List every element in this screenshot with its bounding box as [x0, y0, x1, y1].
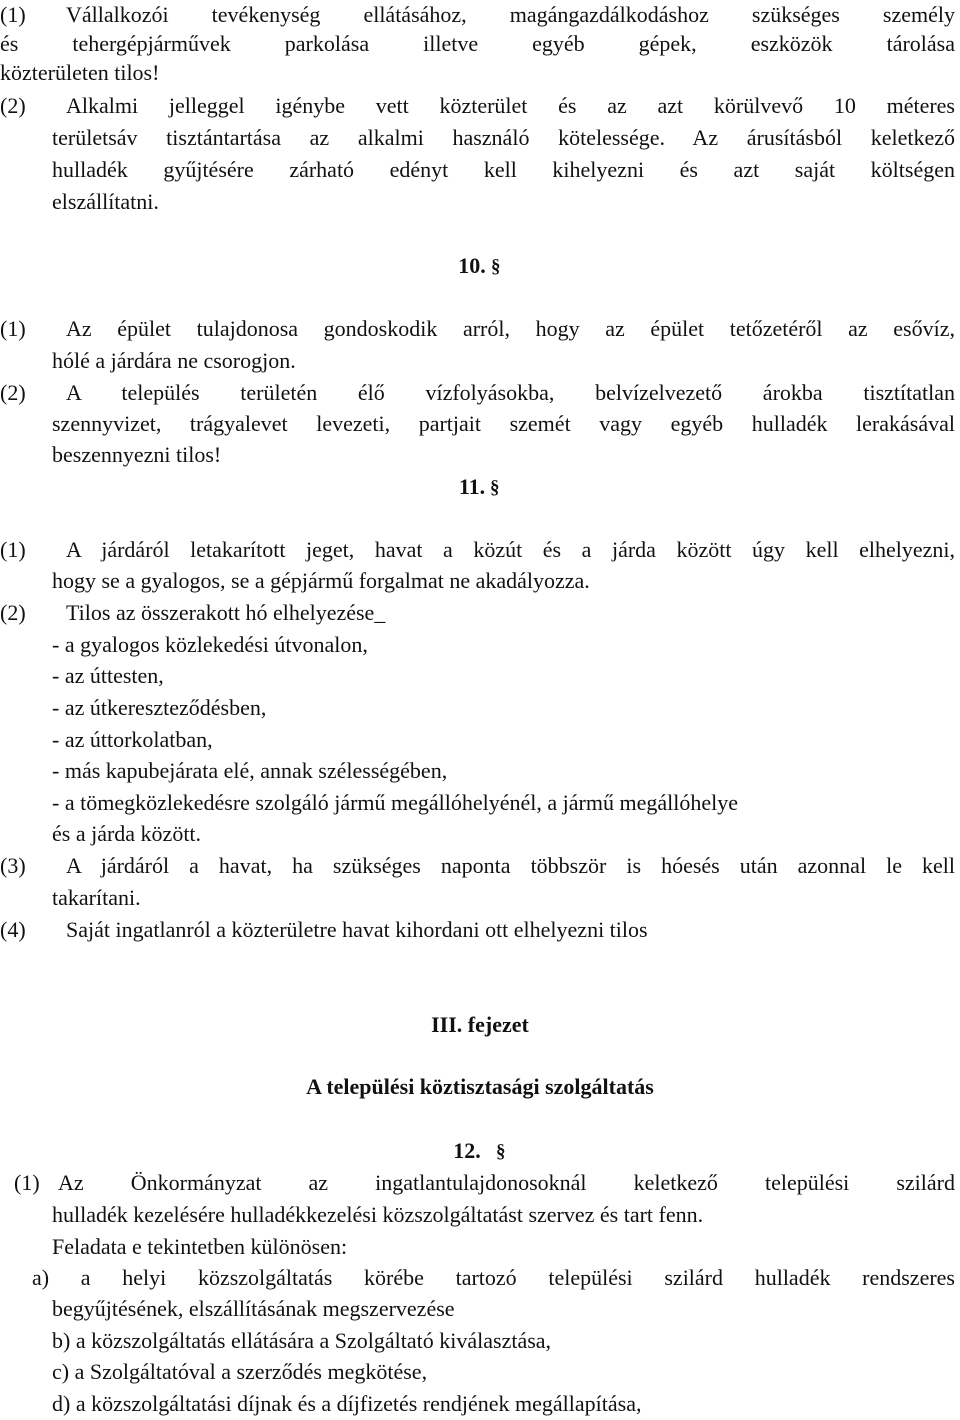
list-item: begyűjtésének, elszállításának megszervezése	[52, 1296, 455, 1321]
list-item: - a gyalogos közlekedési útvonalon,	[52, 632, 368, 657]
list-item: - az úttesten,	[52, 663, 164, 688]
section-heading: 12. §	[453, 1138, 506, 1163]
paragraph-number: (2)	[0, 380, 26, 405]
paragraph-line: takarítani.	[52, 885, 141, 910]
svg-text:§: §	[495, 1141, 506, 1161]
paragraph-number: (4)	[0, 917, 26, 942]
paragraph-number: (1)	[14, 1170, 40, 1195]
paragraph-line: (2) Tilos az összerakott hó elhelyezése_	[0, 598, 385, 628]
paragraph-line: hogy se a gyalogos, se a gépjármű forgalmat ne akadályozza.	[52, 568, 590, 593]
list-item: - a tömegközlekedésre szolgáló jármű megállóhelyénél, a jármű megállóhelye	[52, 790, 739, 815]
paragraph-line: szennyvizet, trágyalevet levezeti, partjait szemét vagy egyéb hulladék lerakásával	[52, 411, 955, 436]
paragraph-number: (1)	[0, 316, 26, 341]
paragraph-number: (3)	[0, 853, 26, 878]
section-sign-icon	[490, 256, 502, 276]
paragraph-line: (1) Az épület tulajdonosa gondoskodik arról, hogy az épület tetőzetéről az esővíz,	[0, 314, 955, 344]
paragraph-line: (1) Vállalkozói tevékenység ellátásához, magángazdálkodáshoz szükséges személy	[0, 0, 955, 30]
paragraph-line: (4) Saját ingatlanról a közterületre havat kihordani ott elhelyezni tilos	[0, 915, 648, 945]
paragraph-line: hólé a járdára ne csorogjon.	[52, 348, 296, 373]
section-sign-icon	[489, 477, 501, 497]
paragraph-line: hulladék gyűjtésére zárható edényt kell kihelyezni és azt saját költségen	[52, 157, 955, 182]
section-sign-icon	[495, 1141, 507, 1161]
chapter-title: III. fejezet	[431, 1012, 529, 1037]
list-item: b) a közszolgáltatás ellátására a Szolgáltató kiválasztása,	[52, 1328, 552, 1353]
list-item: - az úttorkolatban,	[52, 727, 213, 752]
list-item: és a járda között.	[52, 821, 202, 846]
paragraph-line: Feladata e tekintetben különösen:	[52, 1234, 348, 1259]
paragraph-line: (2) Alkalmi jelleggel igénybe vett közterület és az azt körülvevő 10 méteres	[0, 91, 955, 121]
chapter-subtitle: A települési köztisztasági szolgáltatás	[306, 1074, 654, 1099]
list-item: - más kapubejárata elé, annak szélességében,	[52, 758, 448, 783]
paragraph-number: (2)	[0, 600, 26, 625]
paragraph-line: területsáv tisztántartása az alkalmi használó kötelessége. Az árusításból keletkező	[52, 125, 955, 150]
paragraph-line: hulladék kezelésére hulladékkezelési közszolgáltatást szervez és tart fenn.	[52, 1202, 704, 1227]
list-item: d) a közszolgáltatási díjnak és a díjfizetés rendjének megállapítása,	[52, 1391, 642, 1416]
paragraph-line: beszennyezni tilos!	[52, 442, 222, 467]
section-heading: 11. §	[458, 474, 500, 499]
paragraph-line: (1) A járdáról letakarított jeget, havat a közút és a járda között úgy kell elhelyezni,	[0, 535, 955, 565]
paragraph-number: (1)	[0, 537, 26, 562]
paragraph-line: (3) A járdáról a havat, ha szükséges naponta többször is hóesés után azonnal le kell	[0, 851, 955, 881]
paragraph-line: (2) A település területén élő vízfolyásokba, belvízelvezető árokba tisztítatlan	[0, 378, 955, 408]
section-heading: 10. §	[458, 253, 501, 278]
list-item: a) a helyi közszolgáltatás körébe tartozó települési szilárd hulladék rendszeres	[32, 1265, 955, 1290]
list-item: c) a Szolgáltatóval a szerződés megkötése,	[52, 1359, 428, 1384]
paragraph-line: közterületen tilos!	[0, 60, 160, 85]
paragraph-number: (1)	[0, 2, 26, 27]
paragraph-line: elszállítatni.	[52, 189, 159, 214]
paragraph-number: (2)	[0, 93, 26, 118]
svg-text:§: §	[490, 477, 500, 497]
paragraph-line: és tehergépjárművek parkolása illetve egyéb gépek, eszközök tárolása	[0, 31, 955, 56]
svg-text:§: §	[490, 256, 501, 276]
paragraph-line: (1) Az Önkormányzat az ingatlantulajdonosoknál keletkező települési szilárd	[14, 1168, 955, 1198]
list-item: - az útkereszteződésben,	[52, 695, 267, 720]
